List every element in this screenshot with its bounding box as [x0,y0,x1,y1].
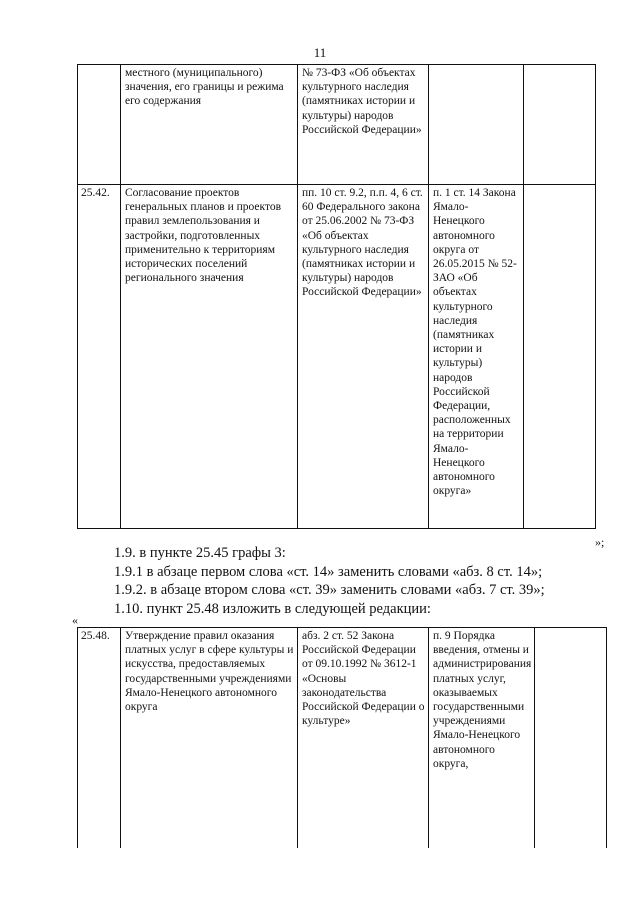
amendments-text [114,544,545,618]
functions-table-new-edition [77,627,607,848]
table-row [78,185,596,529]
row-extra [535,628,607,848]
row-federal-law: пп. 10 ст. 9.2, п.п. 4, 6 ст. 60 Федерального закона от 25.06.2002 № 73-ФЗ «Об объектах культурного наследия (памятниках истории и культуры) народов Российской Федерации» [298,185,429,529]
amendment-line: 1.10. пункт 25.48 изложить в следующей редакции: [114,600,431,617]
row-description: местного (муниципального) значения, его границы и режима его содержания [121,65,298,185]
table-row [78,628,607,848]
row-regional-law: п. 9 Порядка введения, отмены и администрирования платных услуг, оказываемых государственными учреждениями Ямало-Ненецкого автономного округа, [429,628,535,848]
row-extra [524,65,596,185]
amendment-line: 1.9. в пункте 25.45 графы 3: [114,545,286,561]
functions-table-continued [77,64,596,529]
row-extra [524,185,596,529]
opening-quote: « [72,613,78,627]
row-federal-law: № 73-ФЗ «Об объектах культурного наследия (памятниках истории и культуры) народов Российской Федерации» [298,65,429,185]
row-number [78,65,121,185]
page-number: 11 [313,45,327,60]
amendment-line: 1.9.1 в абзаце первом слова «ст. 14» заменить словами «абз. 8 ст. 14»; [114,563,543,580]
row-number: 25.42. [78,185,121,529]
table-row [78,65,596,185]
row-description: Утверждение правил оказания платных услуг в сфере культуры и искусства, предоставляемых государственными учреждениями Ямало-Ненецкого автономного округа [121,628,298,848]
row-regional-law: п. 1 ст. 14 Закона Ямало-Ненецкого автономного округа от 26.05.2015 № 52-ЗАО «Об объектах культурного наследия (памятниках истории и культуры) народов Российской Федерации, расположенных на территории Ямало-Ненецкого автономного округа» [429,185,524,529]
row-number: 25.48. [78,628,121,848]
row-description: Согласование проектов генеральных планов и проектов правил землепользования и застройки, подготовленных применительно к территориям исторических поселений регионального значения [121,185,298,529]
row-regional-law [429,65,524,185]
row-federal-law: абз. 2 ст. 52 Закона Российской Федерации от 09.10.1992 № 3612-1 «Основы законодательства Российской Федерации о культуре» [298,628,429,848]
closing-quote: »; [595,535,605,549]
amendment-line: 1.9.2. в абзаце втором слова «ст. 39» заменить словами «абз. 7 ст. 39»; [114,582,545,598]
